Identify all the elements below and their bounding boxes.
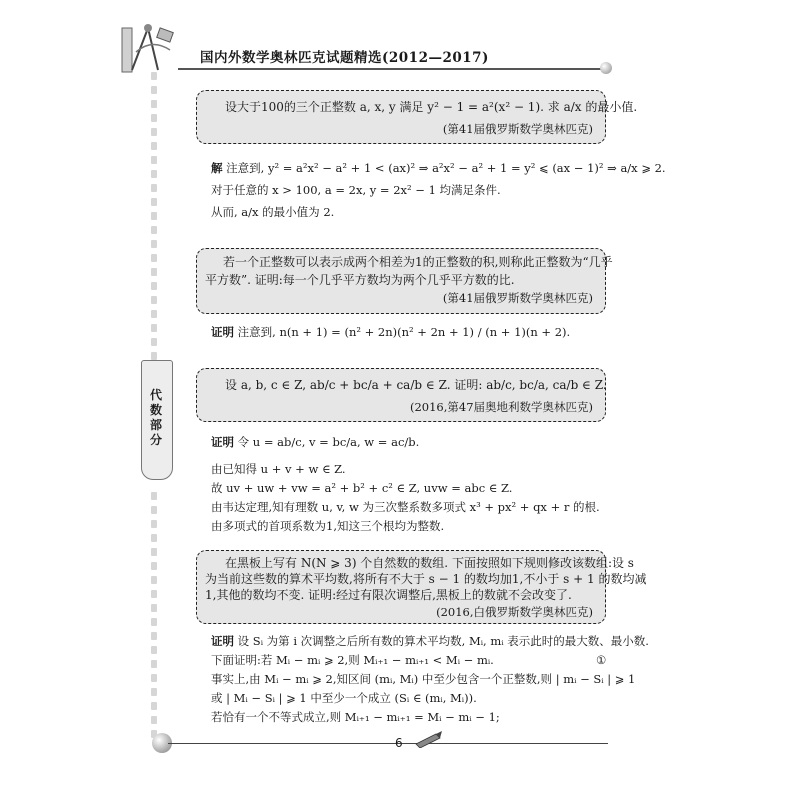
rail-dash bbox=[151, 296, 157, 304]
problem-4-text-line-2: 为当前这些数的算术平均数,将所有不大于 s − 1 的数均加1,不小于 s + 1 的数均减 bbox=[205, 572, 647, 586]
solution-1-line-2: 对于任意的 x > 100, a = 2x, y = 2x² − 1 均满足条件. bbox=[211, 183, 501, 197]
rail-dash bbox=[151, 282, 157, 290]
problem-4-text-line-1: 在黑板上写有 N(N ⩾ 3) 个自然数的数组. 下面按照如下规则修改该数组:设 s bbox=[225, 556, 634, 570]
rail-dash bbox=[151, 310, 157, 318]
problem-box-2 bbox=[196, 248, 613, 314]
rail-dash bbox=[151, 674, 157, 682]
rail-dash bbox=[151, 338, 157, 346]
solution-2-line-1 bbox=[211, 324, 570, 340]
solution-3-line-5: 由多项式的首项系数为1,知这三个根均为整数. bbox=[211, 519, 445, 533]
rail-dash bbox=[151, 548, 157, 556]
equation-marker: ① bbox=[596, 653, 607, 667]
rail-dash bbox=[151, 156, 157, 164]
solution-4-line-5: 若恰有一个不等式成立,则 Mᵢ₊₁ − mᵢ₊₁ = Mᵢ − mᵢ − 1; bbox=[211, 710, 500, 724]
problem-3-source: (2016,第47届奥地利数学奥林匹克) bbox=[409, 400, 593, 414]
rail-dash bbox=[151, 520, 157, 528]
rail-dash bbox=[151, 100, 157, 108]
solution-3-line-2: 由已知得 u + v + w ∈ Z. bbox=[211, 462, 346, 476]
rail-dash bbox=[151, 352, 157, 360]
section-side-tab-label bbox=[148, 388, 164, 448]
side-tab-char: 代 bbox=[149, 388, 162, 402]
rail-dash bbox=[151, 632, 157, 640]
solution-4-line-1 bbox=[211, 633, 649, 649]
running-header-title: 国内外数学奥林匹克试题精选(2012—2017) bbox=[200, 50, 489, 66]
solution-text: 注意到, n(n + 1) = (n² + 2n)(n² + 2n + 1) / (n + 1)(n + 2). bbox=[237, 325, 571, 339]
rail-dash bbox=[151, 702, 157, 710]
rail-dash bbox=[151, 324, 157, 332]
solution-3-line-1 bbox=[211, 434, 419, 450]
solution-label: 证明 bbox=[211, 634, 234, 648]
rail-dash bbox=[151, 716, 157, 724]
solution-1-line-1 bbox=[211, 160, 666, 176]
problem-1-source: (第41届俄罗斯数学奥林匹克) bbox=[442, 122, 593, 136]
rail-dash bbox=[151, 660, 157, 668]
problem-3-text: 设 a, b, c ∈ Z, ab/c + bc/a + ca/b ∈ Z. 证明: ab/c, bc/a, ca/b ∈ Z. bbox=[225, 378, 607, 392]
pencil-ornament-icon bbox=[414, 730, 444, 748]
problem-2-text-line-2: 平方数”. 证明:每一个几乎平方数均为两个几乎平方数的比. bbox=[205, 273, 515, 287]
rail-dash bbox=[151, 72, 157, 80]
rail-dash bbox=[151, 184, 157, 192]
solution-3-line-4: 由韦达定理,知有理数 u, v, w 为三次整系数多项式 x³ + px² + qx + r 的根. bbox=[211, 500, 600, 514]
solution-text: 令 u = ab/c, v = bc/a, w = ac/b. bbox=[237, 435, 420, 449]
rail-dash bbox=[151, 506, 157, 514]
solution-text: 设 Sᵢ 为第 i 次调整之后所有数的算术平均数, Mᵢ, mᵢ 表示此时的最大数、最小数. bbox=[237, 634, 649, 648]
rail-dash bbox=[151, 646, 157, 654]
solution-4-line-4: 或 | Mᵢ − Sᵢ | ⩾ 1 中至少一个成立 (Sᵢ ∈ (mᵢ, Mᵢ)). bbox=[211, 691, 477, 705]
rail-dash bbox=[151, 618, 157, 626]
solution-1-line-3: 从而, a/x 的最小值为 2. bbox=[211, 205, 335, 219]
problem-4-text-line-3: 1,其他的数均不变. 证明:经过有限次调整后,黑板上的数就不会改变了. bbox=[205, 588, 572, 602]
rail-dash bbox=[151, 590, 157, 598]
solution-label: 证明 bbox=[211, 325, 234, 339]
problem-box-3 bbox=[196, 368, 606, 422]
side-tab-char: 部 bbox=[149, 418, 162, 432]
rail-dash bbox=[151, 212, 157, 220]
rail-dash bbox=[151, 240, 157, 248]
problem-2-source: (第41届俄罗斯数学奥林匹克) bbox=[442, 291, 593, 305]
header-ball-ornament bbox=[600, 62, 612, 74]
geometry-compass-logo-icon bbox=[118, 22, 176, 76]
rail-dash bbox=[151, 492, 157, 500]
rail-dash bbox=[151, 268, 157, 276]
problem-1-text: 设大于100的三个正整数 a, x, y 满足 y² − 1 = a²(x² − 1). 求 a/x 的最小值. bbox=[225, 100, 638, 114]
solution-4-line-2: 下面证明:若 Mᵢ − mᵢ ⩾ 2,则 Mᵢ₊₁ − mᵢ₊₁ < Mᵢ − mᵢ. bbox=[211, 653, 494, 667]
problem-box-1 bbox=[196, 90, 638, 144]
rail-dash bbox=[151, 142, 157, 150]
solution-text: 注意到, y² = a²x² − a² + 1 < (ax)² ⇒ a²x² − a² + 1 = y² ⩽ (ax − 1)² ⇒ a/x ⩾ 2. bbox=[226, 161, 666, 175]
solution-4-line-3: 事实上,由 Mᵢ − mᵢ ⩾ 2,知区间 (mᵢ, Mᵢ) 中至少包含一个正整数,则 | mᵢ − Sᵢ | ⩾ 1 bbox=[211, 672, 636, 686]
side-tab-char: 分 bbox=[149, 433, 162, 447]
side-tab-char: 数 bbox=[149, 403, 162, 417]
footer-rule bbox=[168, 743, 608, 744]
rail-dash bbox=[151, 688, 157, 696]
rail-dash bbox=[151, 226, 157, 234]
problem-box-4 bbox=[196, 550, 647, 624]
solution-label: 证明 bbox=[211, 435, 234, 449]
rail-dash bbox=[151, 576, 157, 584]
problem-2-text-line-1: 若一个正整数可以表示成两个相差为1的正整数的积,则称此正整数为“几乎 bbox=[223, 255, 613, 269]
rail-dash bbox=[151, 604, 157, 612]
rail-dash bbox=[151, 128, 157, 136]
rail-dash bbox=[151, 86, 157, 94]
rail-dash bbox=[151, 534, 157, 542]
solution-label: 解 bbox=[211, 161, 223, 175]
rail-dash bbox=[151, 198, 157, 206]
rail-dash bbox=[151, 254, 157, 262]
problem-4-source: (2016,白俄罗斯数学奥林匹克) bbox=[436, 605, 593, 619]
solution-3-line-3: 故 uv + uw + vw = a² + b² + c² ∈ Z, uvw = abc ∈ Z. bbox=[211, 481, 513, 495]
rail-dash bbox=[151, 114, 157, 122]
rail-dash bbox=[151, 562, 157, 570]
header-rule bbox=[178, 68, 603, 70]
page-number: 6 bbox=[395, 736, 403, 750]
rail-dash bbox=[151, 170, 157, 178]
